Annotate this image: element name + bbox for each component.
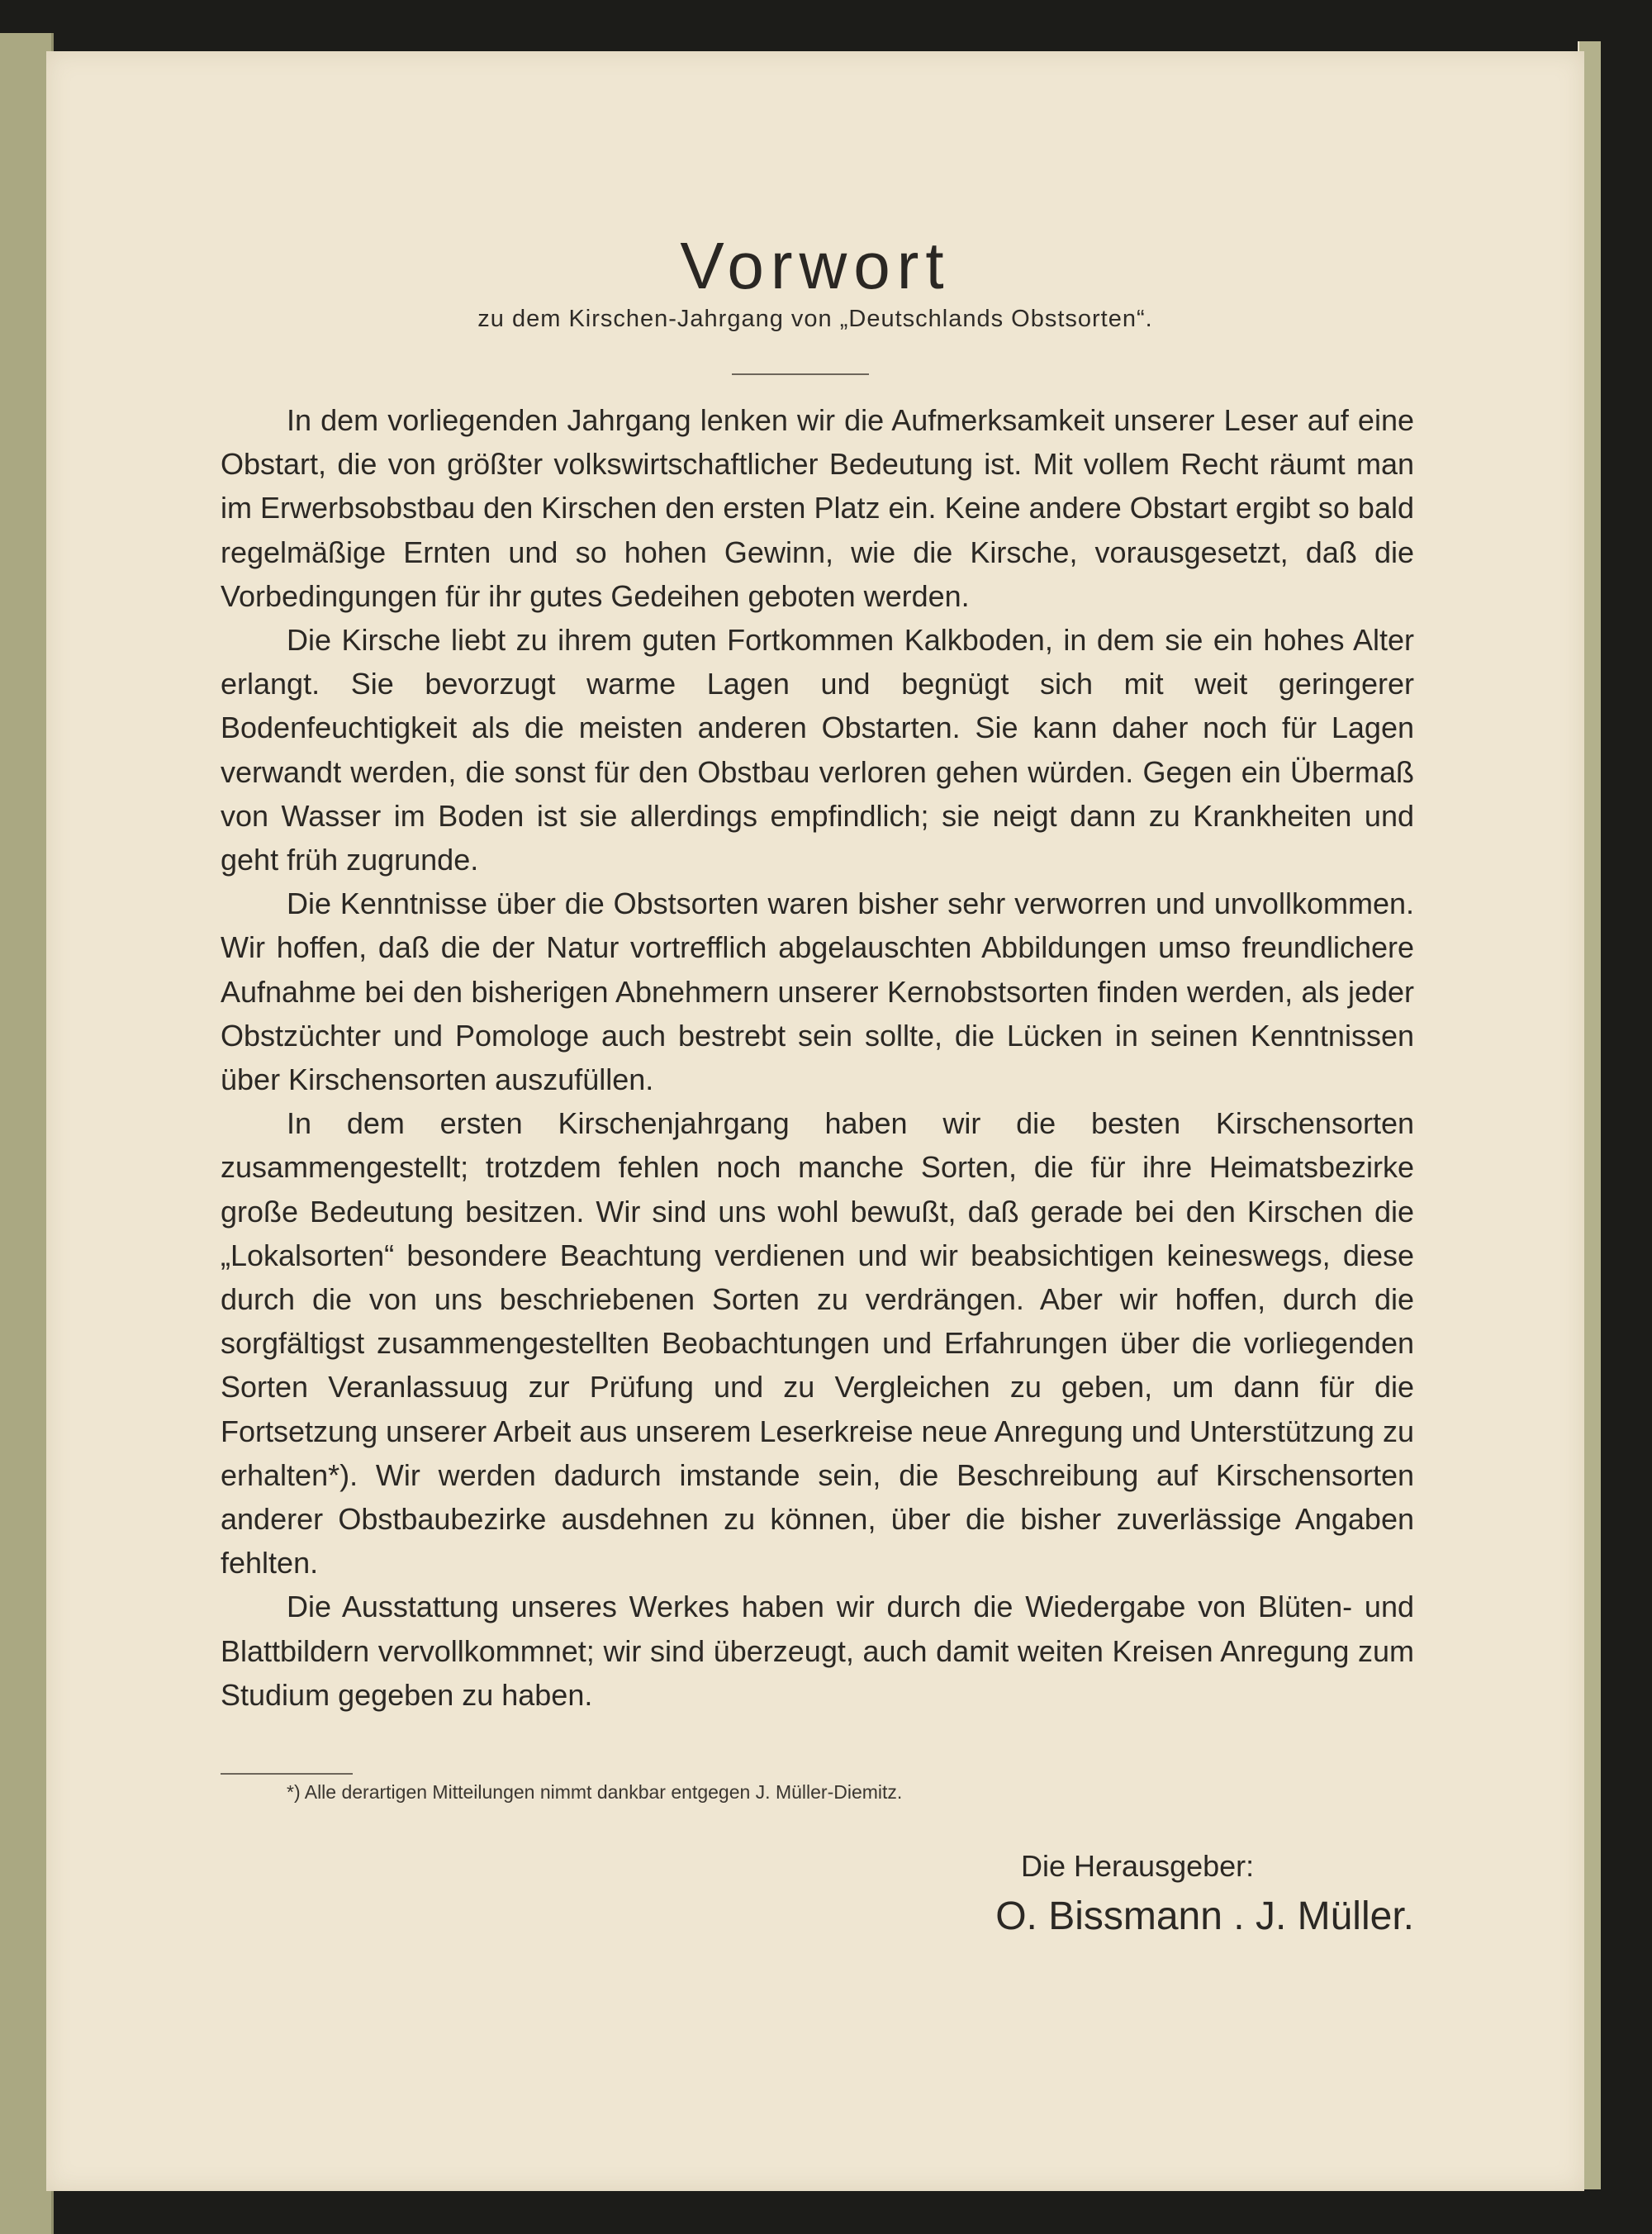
paragraph: In dem vorliegenden Jahrgang lenken wir die Aufmerksamkeit unserer Leser auf eine Obstart, die von größter volkswirtschaftlicher Bedeutung ist. Mit vollem Recht räumt man im Erwerbsobstbau den Kirschen den ersten Platz ein. Keine andere Obstart ergibt so bald regelmäßige Ernten und so hohen Gewinn, wie die Kirsche, vorausgesetzt, daß die Vorbedingungen für ihr gutes Gedeihen geboten werden. xyxy=(221,403,1414,613)
editors-names: O. Bissmann . J. Müller. xyxy=(995,1894,1414,1938)
paragraph: Die Ausstattung unseres Werkes haben wir durch die Wiedergabe von Blüten- und Blattbildern vervollkommnet; wir sind überzeugt, auch damit weiten Kreisen Anregung zum Studium gegeben zu haben. xyxy=(221,1590,1414,1712)
page-title: Vorwort xyxy=(680,229,951,302)
editors-label: Die Herausgeber: xyxy=(1021,1849,1255,1883)
body-text xyxy=(221,398,1414,1717)
paragraph: Die Kirsche liebt zu ihrem guten Fortkommen Kalkboden, in dem sie ein hohes Alter erlangt. Sie bevorzugt warme Lagen und begnügt sich mit weit geringerer Bodenfeuchtigkeit als die meisten anderen Obstarten. Sie kann daher noch für Lagen verwandt werden, die sonst für den Obstbau verloren gehen würden. Gegen ein Übermaß von Wasser im Boden ist sie allerdings empfindlich; sie neigt dann zu Krankheiten und geht früh zugrunde. xyxy=(221,623,1414,877)
footnote-divider xyxy=(221,1773,353,1775)
title-divider xyxy=(732,373,869,375)
footnote: *) Alle derartigen Mitteilungen nimmt dankbar entgegen J. Müller-Diemitz. xyxy=(287,1781,903,1803)
page-subtitle: zu dem Kirschen-Jahrgang von „Deutschlands Obstsorten“. xyxy=(477,306,1153,332)
book-page xyxy=(46,51,1584,2191)
paragraph: In dem ersten Kirschenjahrgang haben wir die besten Kirschensorten zusammengestellt; trotzdem fehlen noch manche Sorten, die für ihre Heimatsbezirke große Bedeutung besitzen. Wir sind uns wohl bewußt, daß gerade bei den Kirschen die „Lokalsorten“ besondere Beachtung verdienen und wir beabsichtigen keineswegs, diese durch die von uns beschriebenen Sorten zu verdrängen. Aber wir hoffen, durch die sorgfältigst zusammengestellten Beobachtungen und Erfahrungen über die vorliegenden Sorten Veranlassuug zur Prüfung und zu Vergleichen zu geben, um dann für die Fortsetzung unserer Arbeit aus unserem Leserkreise neue Anregung und Unterstützung zu erhalten*). Wir werden dadurch imstande sein, die Beschreibung auf Kirschensorten anderer Obstbaubezirke ausdehnen zu können, über die bisher zuverlässige Angaben fehlten. xyxy=(221,1106,1414,1580)
paragraph: Die Kenntnisse über die Obstsorten waren bisher sehr verworren und unvollkommen. Wir hoffen, daß die der Natur vortrefflich abgelauschten Abbildungen umso freundlichere Aufnahme bei den bisherigen Abnehmern unserer Kernobstsorten finden werden, als jeder Obstzüchter und Pomologe auch bestrebt sein sollte, die Lücken in seinen Kenntnissen über Kirschensorten auszufüllen. xyxy=(221,886,1414,1097)
